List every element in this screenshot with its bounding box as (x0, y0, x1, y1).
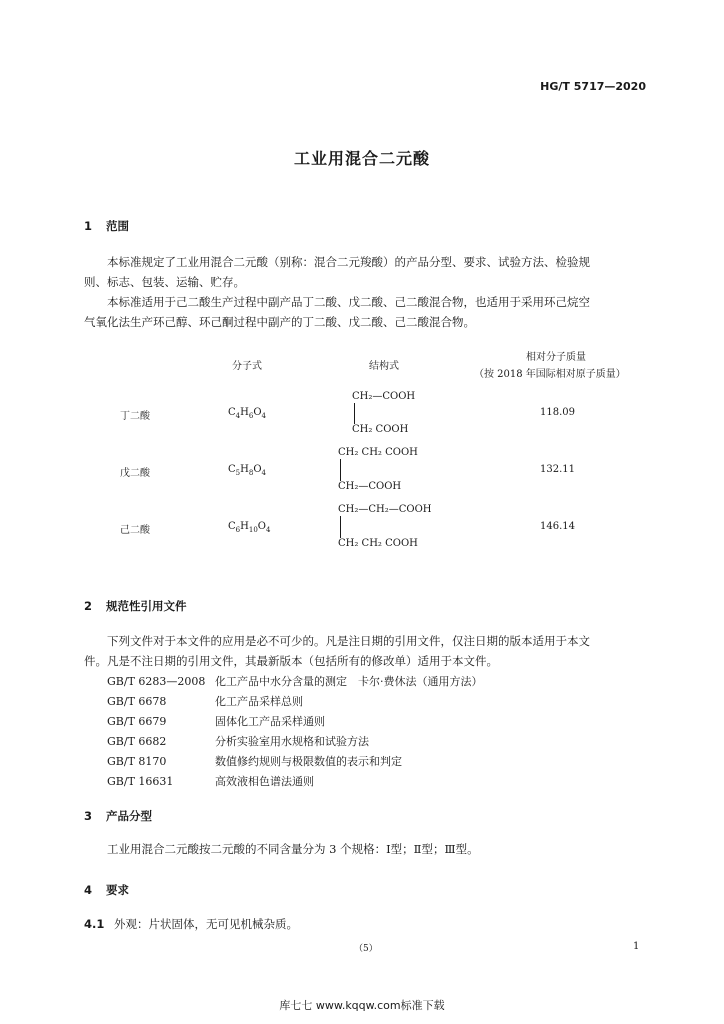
table-header-mass: 相对分子质量 (526, 352, 586, 363)
page-number: 1 (633, 941, 640, 952)
reference-item: GB/T 6283—2008 化工产品中水分含量的测定 卡尔·费休法（通用方法） (107, 675, 483, 688)
section-4-1-text: 外观：片状固体，无可见机械杂质。 (114, 917, 298, 931)
section-2-p1-line1: 下列文件对于本文件的应用是必不可少的。凡是注日期的引用文件，仅注日期的版本适用于本文 (107, 634, 590, 648)
section-2-title: 规范性引用文件 (106, 599, 187, 613)
table-row-1-formula: $C_4H_6O_4$ (228, 407, 266, 420)
table-header-mass-note: （按 2018 年国际相对原子质量） (474, 369, 626, 380)
reference-item: GB/T 6679 固体化工产品采样通则 (107, 715, 325, 728)
section-4-heading (84, 882, 129, 898)
section-2-heading (84, 598, 187, 614)
table-row-1-name: 丁二酸 (120, 411, 150, 422)
reference-item: GB/T 8170 数值修约规则与极限数值的表示和判定 (107, 755, 402, 768)
section-3-p1: 工业用混合二元酸按二元酸的不同含量分为 3 个规格：Ⅰ型；Ⅱ型；Ⅲ型。 (107, 842, 479, 856)
table-row-1-structure-top: CH₂—COOH (352, 391, 416, 402)
section-2-number: 2 (84, 599, 93, 613)
table-row-2-bond (340, 459, 341, 481)
section-1-p2-line1: 本标准适用于己二酸生产过程中副产品丁二酸、戊二酸、己二酸混合物，也适用于采用环己烷空 (107, 295, 590, 309)
section-3-number: 3 (84, 809, 93, 823)
section-1-heading (84, 218, 129, 234)
reference-item: GB/T 6678 化工产品采样总则 (107, 695, 303, 708)
table-row-3-structure-bottom: CH₂ CH₂ COOH (338, 538, 418, 549)
table-row-3-mass: 146.14 (540, 521, 575, 532)
section-4-1 (84, 914, 298, 935)
reference-item: GB/T 6682 分析实验室用水规格和试验方法 (107, 735, 369, 748)
table-row-1-structure-bottom: CH₂ COOH (352, 424, 409, 435)
watermark: 库七七 www.kqqw.com标准下载 (279, 999, 445, 1012)
reference-item: GB/T 16631 高效液相色谱法通则 (107, 775, 314, 788)
section-3-title: 产品分型 (106, 809, 152, 823)
table-row-3-name: 己二酸 (120, 525, 150, 536)
table-row-2-structure-top: CH₂ CH₂ COOH (338, 447, 418, 458)
table-header-formula: 分子式 (232, 361, 262, 372)
section-3-heading (84, 808, 152, 824)
table-header-structure: 结构式 (369, 361, 399, 372)
table-row-2-formula: $C_5H_8O_4$ (228, 464, 266, 477)
section-1-p1-line1: 本标准规定了工业用混合二元酸（别称：混合二元羧酸）的产品分型、要求、试验方法、检验规 (107, 255, 590, 269)
table-row-3-formula: $C_6H_{10}O_4$ (228, 521, 271, 534)
standard-code: HG/T 5717—2020 (540, 80, 646, 93)
table-row-1-bond (354, 403, 355, 424)
table-row-1-mass: 118.09 (540, 407, 575, 418)
table-row-3-structure-top: CH₂—CH₂—COOH (338, 504, 432, 515)
section-1-p1-line2: 则、标志、包装、运输、贮存。 (84, 275, 245, 289)
section-4-title: 要求 (106, 883, 129, 897)
table-row-3-bond (340, 516, 341, 538)
section-1-p2-line2: 气氧化法生产环己醇、环己酮过程中副产的丁二酸、戊二酸、己二酸混合物。 (84, 315, 475, 329)
section-4-1-number: 4.1 (84, 917, 105, 931)
section-1-title: 范围 (106, 219, 129, 233)
document-title: 工业用混合二元酸 (293, 149, 430, 168)
table-row-2-name: 戊二酸 (120, 468, 150, 479)
page-marker: （5） (354, 944, 378, 954)
section-2-p1-line2: 件。凡是不注日期的引用文件，其最新版本（包括所有的修改单）适用于本文件。 (84, 654, 498, 668)
table-row-2-structure-bottom: CH₂—COOH (338, 481, 402, 492)
table-row-2-mass: 132.11 (540, 464, 575, 475)
section-1-number: 1 (84, 219, 93, 233)
section-4-number: 4 (84, 883, 93, 897)
